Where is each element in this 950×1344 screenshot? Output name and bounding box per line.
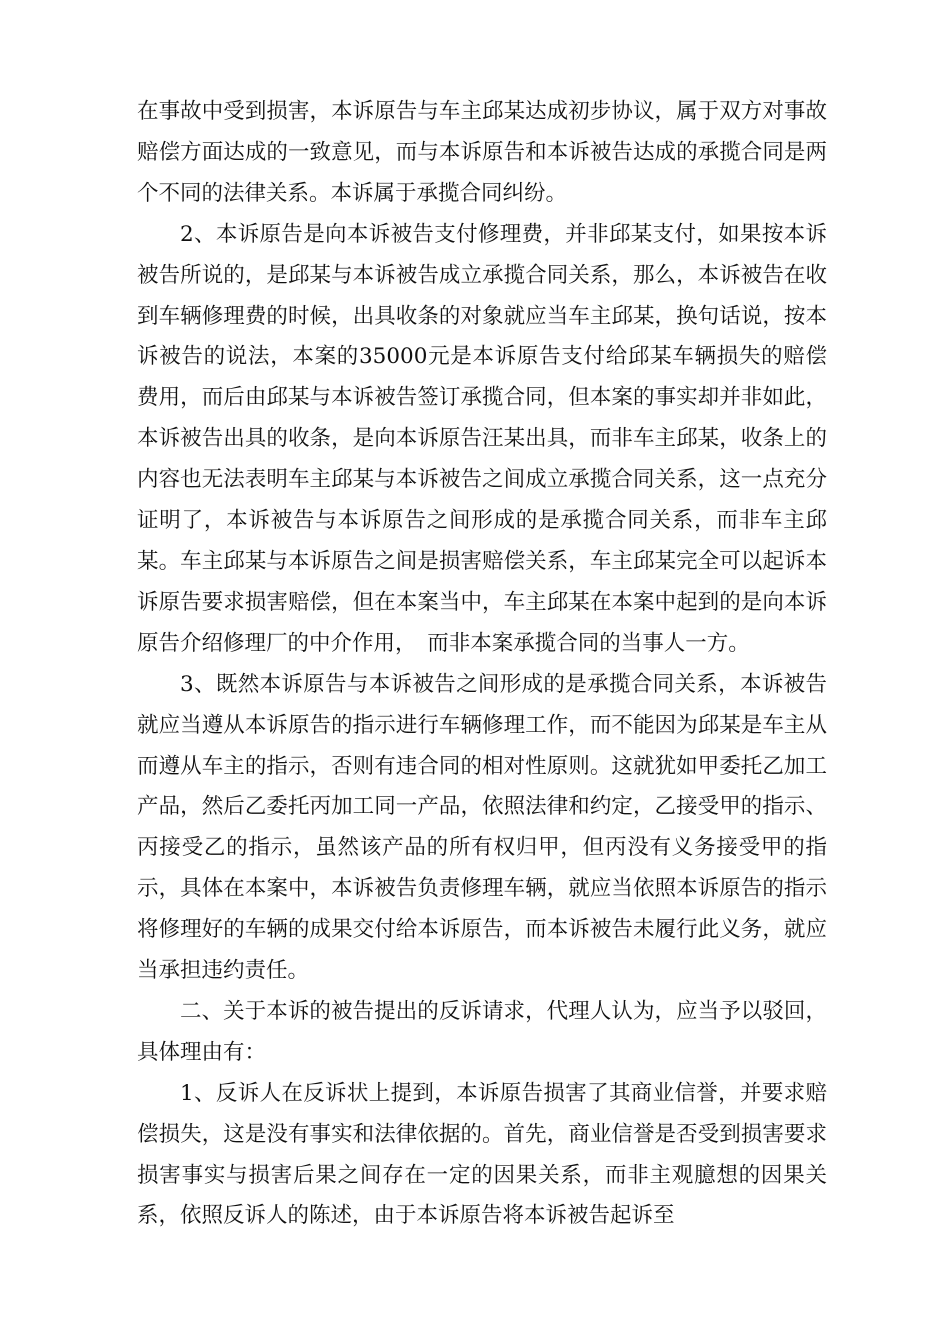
paragraph-counterclaim-point-1: 1、反诉人在反诉状上提到，本诉原告损害了其商业信誉，并要求赔偿损失，这是没有事实和法律依据的。首先，商业信誉是否受到损害要求损害事实与损害后果之间存在一定的因果关系，而非主观臆想的因果关系，依照反诉人的陈述，由于本诉原告将本诉被告起诉至 — [137, 1080, 827, 1229]
paragraph-point-3: 3、既然本诉原告与本诉被告之间形成的是承揽合同关系，本诉被告就应当遵从本诉原告的指示进行车辆修理工作，而不能因为邱某是车主从而遵从车主的指示，否则有违合同的相对性原则。这就犹如甲委托乙加工产品，然后乙委托丙加工同一产品，依照法律和约定，乙接受甲的指示、丙接受乙的指示，虽然该产品的所有权归甲，但丙没有义务接受甲的指示，具体在本案中，本诉被告负责修理车辆，就应当依照本诉原告的指示将修理好的车辆的成果交付给本诉原告，而本诉被告未履行此义务，就应当承担违约责任。 — [137, 671, 827, 984]
paragraph-continuation: 在事故中受到损害，本诉原告与车主邱某达成初步协议，属于双方对事故赔偿方面达成的一致意见，而与本诉原告和本诉被告达成的承揽合同是两个不同的法律关系。本诉属于承揽合同纠纷。 — [137, 99, 827, 206]
paragraph-point-2: 2、本诉原告是向本诉被告支付修理费，并非邱某支付，如果按本诉被告所说的，是邱某与本诉被告成立承揽合同关系，那么，本诉被告在收到车辆修理费的时候，出具收条的对象就应当车主邱某，换句话说，按本诉被告的说法，本案的35000元是本诉原告支付给邱某车辆损失的赔偿费用，而后由邱某与本诉被告签订承揽合同，但本案的事实却并非如此，本诉被告出具的收条，是向本诉原告汪某出具，而非车主邱某，收条上的内容也无法表明车主邱某与本诉被告之间成立承揽合同关系，这一点充分证明了，本诉被告与本诉原告之间形成的是承揽合同关系，而非车主邱某。车主邱某与本诉原告之间是损害赔偿关系，车主邱某完全可以起诉本诉原告要求损害赔偿，但在本案当中，车主邱某在本案中起到的是向本诉原告介绍修理厂的中介作用， 而非本案承揽合同的当事人一方。 — [137, 221, 827, 656]
document-page — [137, 92, 827, 1237]
paragraph-section-2-heading: 二、关于本诉的被告提出的反诉请求，代理人认为，应当予以驳回，具体理由有： — [137, 998, 827, 1065]
